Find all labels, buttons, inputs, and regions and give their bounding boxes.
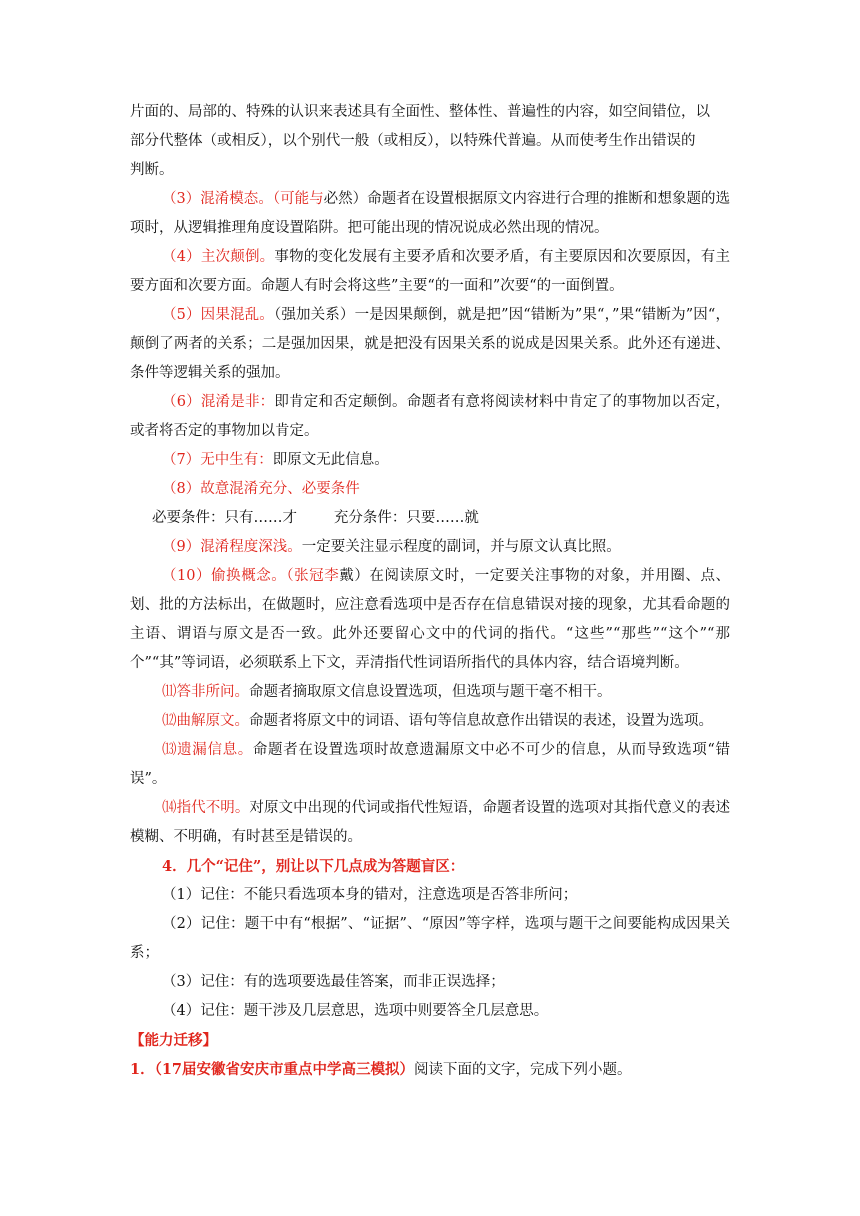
item-11-title: ⑾答非所问。 bbox=[162, 684, 249, 700]
remember-1: （1）记住：不能只看选项本身的错对，注意选项是否答非所问； bbox=[162, 887, 578, 903]
item-14-title: ⒁指代不明。 bbox=[162, 800, 250, 816]
item-11-body: 命题者摘取原文信息设置选项，但选项与题干毫不相干。 bbox=[249, 684, 612, 700]
item-3-title-rest: 必然） bbox=[323, 191, 368, 207]
item-13 bbox=[130, 736, 730, 794]
item-6-body: 即肯定和否定颠倒。命题者有意将阅读材料中肯定了的事物加以否定，或者将否定的事物加以肯定。 bbox=[130, 394, 731, 439]
item-3 bbox=[130, 185, 730, 243]
item-9-body: 一定要关注显示程度的副词，并与原文认真比照。 bbox=[301, 539, 621, 555]
document-page bbox=[130, 98, 730, 1085]
item-7 bbox=[130, 446, 730, 475]
item-3-body: 命题者在设置根据原文内容进行合理的推断和想象题的选项时，从逻辑推理角度设置陷阱。把可能出现的情况说成必然出现的情况。 bbox=[130, 191, 731, 236]
item-7-body: 即原文无此信息。 bbox=[272, 452, 389, 468]
item-14-body: 对原文中出现的代词或指代性短语，命题者设置的选项对其指代意义的表述模糊、不明确，有时甚至是错误的。 bbox=[130, 800, 731, 845]
item-8-title: （8）故意混淆充分、必要条件 bbox=[162, 481, 360, 497]
item-4 bbox=[130, 243, 730, 301]
remember-4: （4）记住：题干涉及几层意思，选项中则要答全几层意思。 bbox=[162, 1003, 549, 1019]
item-10 bbox=[130, 562, 730, 678]
item-6-title: （6）混淆是非： bbox=[162, 394, 275, 410]
question-1-text: 阅读下面的文字，完成下列小题。 bbox=[414, 1062, 632, 1078]
remember-3: （3）记住：有的选项要选最佳答案，而非正误选择； bbox=[162, 974, 505, 990]
item-4-title: （4）主次颠倒。 bbox=[162, 249, 275, 265]
intro-line-2: 部分代整体（或相反），以个别代一般（或相反），以特殊代普遍。从而使考生作出错误的 bbox=[130, 133, 696, 149]
remember-2: （2）记住：题干中有“根据”、“证据”、“原因”等字样，选项与题干之间要能构成因果关系； bbox=[130, 916, 730, 961]
item-7-title: （7）无中生有： bbox=[162, 452, 273, 468]
item-4-body: 事物的变化发展有主要矛盾和次要矛盾，有主要原因和次要原因，有主要方面和次要方面。命题人有时会将这些”主要“的一面和”次要“的一面倒置。 bbox=[130, 249, 731, 294]
item-12-title: ⑿曲解原文。 bbox=[162, 713, 249, 729]
item-13-title: ⒀遗漏信息。 bbox=[162, 742, 253, 758]
item-5-body: （强加关系）一是因果颠倒，就是把”因“错断为”果“，”果“错断为”因“，颠倒了两者的关系；二是强加因果，就是把没有因果关系的说成是因果关系。此外还有递进、条件等逻辑关系的强加。 bbox=[130, 307, 730, 381]
item-6 bbox=[130, 388, 730, 446]
item-5 bbox=[130, 301, 730, 388]
condition-line: 必要条件：只有……才 充分条件：只要……就 bbox=[152, 510, 479, 526]
intro-line-1: 片面的、局部的、特殊的认识来表述具有全面性、整体性、普遍性的内容，如空间错位，以 bbox=[130, 104, 710, 120]
item-8 bbox=[130, 475, 730, 504]
ability-transfer-header: 【能力迁移】 bbox=[130, 1032, 217, 1049]
item-14 bbox=[130, 794, 730, 852]
item-9-title: （9）混淆程度深浅。 bbox=[162, 539, 302, 555]
item-12 bbox=[130, 707, 730, 736]
intro-line-3: 判断。 bbox=[130, 162, 174, 178]
item-12-body: 命题者将原文中的词语、语句等信息故意作出错误的表述，设置为选项。 bbox=[249, 713, 713, 729]
question-1-source: （17届安徽省安庆市重点中学高三模拟） bbox=[154, 1061, 415, 1078]
item-10-title: （10）偷换概念。（张冠李 bbox=[162, 568, 340, 584]
item-10-body: 在阅读原文时，一定要关注事物的对象，并用圈、点、划、批的方法标出，在做题时，应注意看选项中是否存在信息错误对接的现象，尤其看命题的主语、谓语与原文是否一致。此外还要留心文中的代词的指代。“这些”“那些”“这个”“那个”“其”等词语，必须联系上下文，弄清指代性词语所指代的具体内容，结合语境判断。 bbox=[130, 568, 731, 671]
section-4-heading: 4．几个“记住”，别让以下几点成为答题盲区： bbox=[162, 858, 465, 875]
item-3-title: （3）混淆模态。（可能与 bbox=[162, 191, 324, 207]
question-1-number: 1． bbox=[130, 1061, 155, 1078]
intro-paragraph bbox=[130, 98, 730, 185]
item-10-title-rest: 戴） bbox=[339, 568, 370, 584]
item-9 bbox=[130, 533, 730, 562]
item-13-body: 命题者在设置选项时故意遗漏原文中必不可少的信息，从而导致选项“错误”。 bbox=[130, 742, 730, 787]
item-5-title: （5）因果混乱。 bbox=[162, 307, 274, 323]
question-1 bbox=[130, 1055, 730, 1085]
item-11 bbox=[130, 678, 730, 707]
